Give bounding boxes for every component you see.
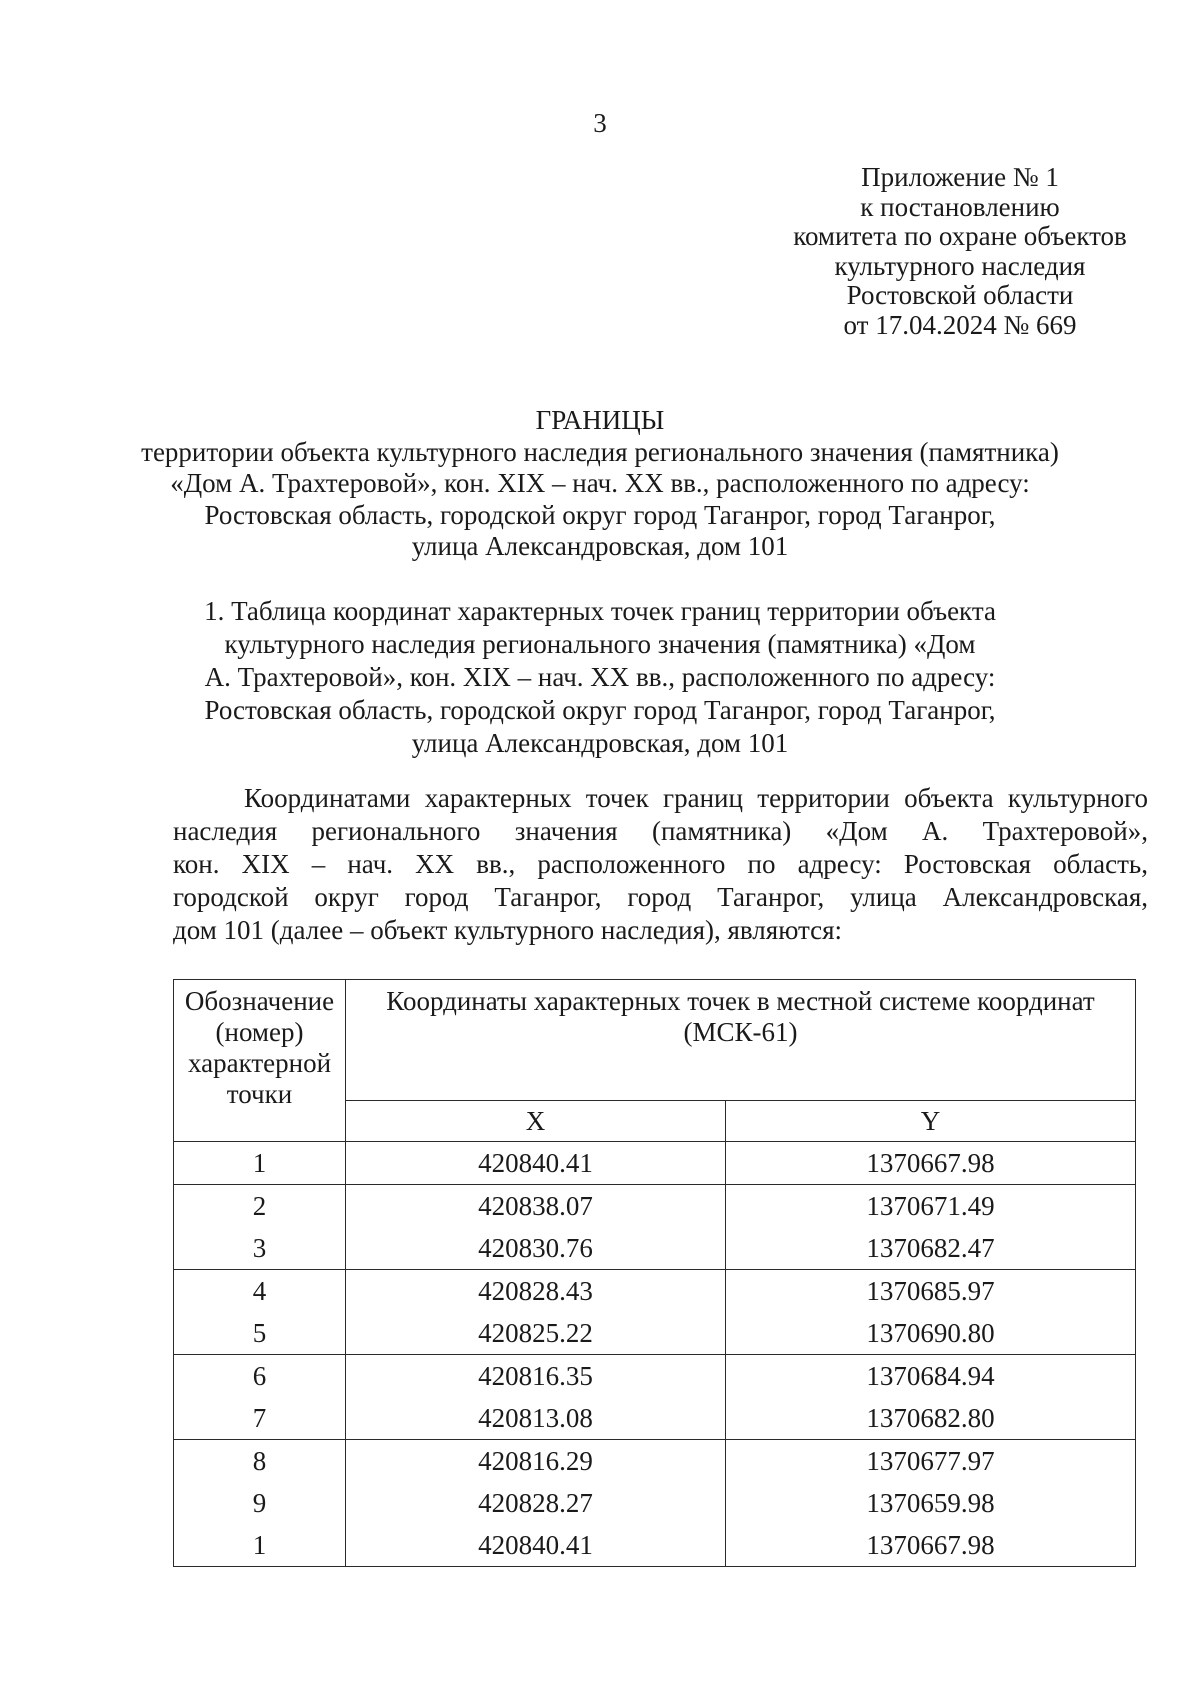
appendix-line: Ростовской области: [846, 280, 1074, 310]
header-coordinates-line: Координаты характерных точек в местной системе координат: [386, 986, 1095, 1016]
header-x: X: [346, 1101, 726, 1142]
table-row: [174, 1524, 1136, 1567]
section-heading: [0, 595, 1200, 760]
header-designation-line: (номер): [215, 1017, 304, 1047]
heading-title: ГРАНИЦЫ: [535, 405, 665, 435]
heading-line: территории объекта культурного наследия регионального значения (памятника): [141, 436, 1059, 467]
intro-line: кон. XIX – нач. XX вв., расположенного по адресу: Ростовская область,: [173, 849, 1148, 879]
point-number: 1: [174, 1524, 346, 1567]
coord-y: 1370685.97: [726, 1270, 1136, 1313]
intro-line: наследия регионального значения (памятника) «Дом А. Трахтеровой»,: [173, 816, 1148, 846]
header-designation-line: характерной: [187, 1048, 332, 1078]
table-row: [174, 1142, 1136, 1185]
coord-y: 1370667.98: [726, 1142, 1136, 1185]
appendix-line: культурного наследия: [834, 250, 1086, 281]
point-number: 7: [174, 1397, 346, 1440]
coord-x: 420816.35: [346, 1355, 726, 1398]
table-row: [174, 1397, 1136, 1440]
coord-x: 420838.07: [346, 1185, 726, 1228]
intro-line: городской округ город Таганрог, город Таганрог, улица Александровская,: [173, 882, 1148, 912]
intro-line: Координатами характерных точек границ территории объекта культурного: [244, 783, 1148, 813]
coord-y: 1370684.94: [726, 1355, 1136, 1398]
table-row: [174, 1270, 1136, 1313]
header-y: Y: [726, 1101, 1136, 1142]
header-designation: [174, 980, 346, 1142]
point-number: 3: [174, 1227, 346, 1270]
intro-paragraph: [173, 782, 1148, 947]
point-number: 8: [174, 1440, 346, 1483]
table-row: [174, 1227, 1136, 1270]
coord-y: 1370659.98: [726, 1482, 1136, 1524]
point-number: 9: [174, 1482, 346, 1524]
section-line: 1. Таблица координат характерных точек границ территории объекта: [204, 596, 996, 626]
coord-y: 1370667.98: [726, 1524, 1136, 1567]
point-number: 5: [174, 1312, 346, 1355]
table-row: [174, 1185, 1136, 1228]
point-number: 1: [174, 1142, 346, 1185]
appendix-block: [700, 163, 1200, 340]
point-number: 6: [174, 1355, 346, 1398]
coordinates-table: [173, 979, 1136, 1567]
page-number: 3: [593, 108, 607, 138]
coord-x: 420813.08: [346, 1397, 726, 1440]
coord-x: 420816.29: [346, 1440, 726, 1483]
header-designation-line: Обозначение: [184, 986, 335, 1016]
coord-y: 1370682.80: [726, 1397, 1136, 1440]
section-line: Ростовская область, городской округ город Таганрог, город Таганрог,: [204, 695, 996, 725]
heading-line: улица Александровская, дом 101: [411, 531, 789, 561]
coord-y: 1370677.97: [726, 1440, 1136, 1483]
intro-line: дом 101 (далее – объект культурного наследия), являются:: [173, 915, 843, 945]
appendix-line: комитета по охране объектов: [793, 221, 1127, 251]
coord-x: 420840.41: [346, 1142, 726, 1185]
appendix-line: от 17.04.2024 № 669: [843, 309, 1077, 340]
coord-x: 420830.76: [346, 1227, 726, 1270]
document-heading: [0, 405, 1200, 563]
appendix-line: Приложение № 1: [861, 162, 1059, 192]
table-row: [174, 1312, 1136, 1355]
section-line: улица Александровская, дом 101: [411, 728, 789, 758]
heading-line: Ростовская область, городской округ город Таганрог, город Таганрог,: [204, 499, 996, 530]
coord-y: 1370682.47: [726, 1227, 1136, 1270]
table-row: [174, 1440, 1136, 1483]
table-row: [174, 1355, 1136, 1398]
heading-line: «Дом А. Трахтеровой», кон. XIX – нач. XX вв., расположенного по адресу:: [170, 468, 1030, 498]
header-coordinates: [346, 980, 1136, 1101]
coord-x: 420840.41: [346, 1524, 726, 1567]
section-line: А. Трахтеровой», кон. XIX – нач. XX вв., расположенного по адресу:: [204, 662, 996, 692]
coord-x: 420828.27: [346, 1482, 726, 1524]
table-row: [174, 1482, 1136, 1524]
point-number: 4: [174, 1270, 346, 1313]
section-line: культурного наследия регионального значения (памятника) «Дом: [224, 629, 976, 659]
header-coordinates-line: (МСК-61): [683, 1017, 798, 1047]
coord-y: 1370690.80: [726, 1312, 1136, 1355]
appendix-line: к постановлению: [860, 191, 1060, 222]
coord-x: 420828.43: [346, 1270, 726, 1313]
point-number: 2: [174, 1185, 346, 1228]
coord-x: 420825.22: [346, 1312, 726, 1355]
coord-y: 1370671.49: [726, 1185, 1136, 1228]
header-designation-line: точки: [226, 1079, 293, 1109]
